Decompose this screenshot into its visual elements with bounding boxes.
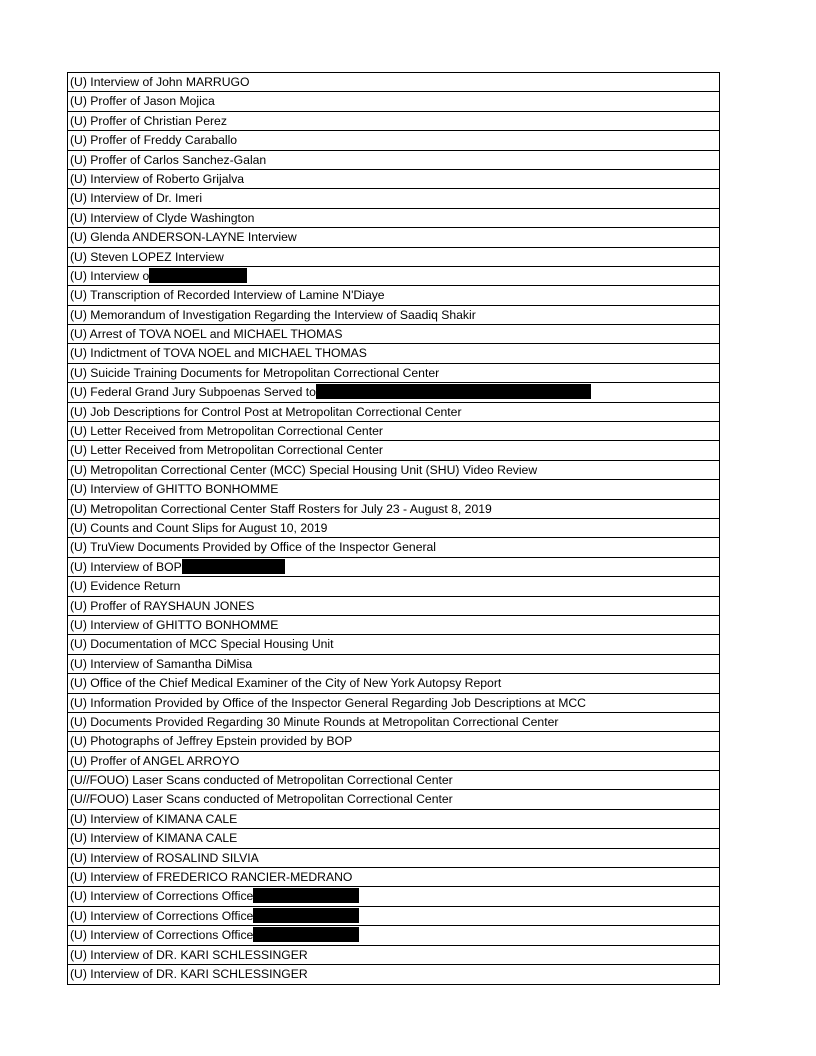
table-row <box>68 810 719 829</box>
table-row <box>68 131 719 150</box>
row-text: (U) Letter Received from Metropolitan Correctional Center <box>70 424 383 439</box>
table-row <box>68 946 719 965</box>
row-text: (U) Proffer of Jason Mojica <box>70 94 215 109</box>
row-text: (U) Interview of John MARRUGO <box>70 75 250 89</box>
row-text: (U) Interview of Dr. Imeri <box>70 191 203 206</box>
table-row <box>68 209 719 228</box>
redaction-block <box>253 908 359 923</box>
document-table <box>67 72 720 985</box>
table-row <box>68 480 719 499</box>
row-text: (U) Federal Grand Jury Subpoenas Served to <box>70 385 316 400</box>
row-text: (U) Metropolitan Correctional Center Staff Rosters for July 23 - August 8, 2019 <box>70 501 492 516</box>
row-text: (U) Interview of GHITTO BONHOMME <box>70 482 279 497</box>
row-text: (U) Interview o <box>70 268 150 283</box>
row-text: (U) Job Descriptions for Control Post at Metropolitan Correctional Center <box>70 404 462 419</box>
table-row <box>68 422 719 441</box>
table-row <box>68 790 719 809</box>
row-text: (U//FOUO) Laser Scans conducted of Metropolitan Correctional Center <box>70 792 453 807</box>
row-text: (U) Evidence Return <box>70 579 181 594</box>
table-row <box>68 306 719 325</box>
row-text: (U) Interview of KIMANA CALE <box>70 831 238 846</box>
row-text: (U) Arrest of TOVA NOEL and MICHAEL THOMAS <box>70 327 343 342</box>
row-text: (U) Transcription of Recorded Interview of Lamine N'Diaye <box>70 288 385 303</box>
row-text: (U) Proffer of Carlos Sanchez-Galan <box>70 152 267 167</box>
table-row <box>68 189 719 208</box>
row-text: (U//FOUO) Laser Scans conducted of Metropolitan Correctional Center <box>70 773 453 788</box>
table-row <box>68 752 719 771</box>
redaction-block <box>253 927 359 942</box>
row-text: (U) Interview of KIMANA CALE <box>70 811 238 826</box>
redaction-block <box>182 559 285 574</box>
row-text: (U) Interview of ROSALIND SILVIA <box>70 850 259 865</box>
row-text: (U) Interview of FREDERICO RANCIER-MEDRANO <box>70 870 353 885</box>
row-text: (U) Interview of Roberto Grijalva <box>70 171 245 186</box>
table-row <box>68 228 719 247</box>
row-text: (U) Interview of Clyde Washington <box>70 210 255 225</box>
redaction-block <box>253 888 359 903</box>
row-text: (U) Proffer of Christian Perez <box>70 113 227 128</box>
table-row <box>68 965 719 984</box>
row-text: (U) Memorandum of Investigation Regarding the Interview of Saadiq Shakir <box>70 307 476 322</box>
row-text: (U) Documentation of MCC Special Housing Unit <box>70 637 334 652</box>
table-row <box>68 325 719 344</box>
row-text: (U) Indictment of TOVA NOEL and MICHAEL THOMAS <box>70 346 367 361</box>
table-row <box>68 655 719 674</box>
table-row <box>68 538 719 557</box>
row-text: (U) Interview of Corrections Office <box>70 908 254 923</box>
table-row <box>68 887 719 906</box>
table-row <box>68 73 719 92</box>
row-text: (U) Photographs of Jeffrey Epstein provided by BOP <box>70 734 353 749</box>
table-row <box>68 558 719 577</box>
table-row <box>68 577 719 596</box>
table-row <box>68 868 719 887</box>
row-text: (U) Interview of BOP <box>70 559 182 574</box>
row-text: (U) Proffer of ANGEL ARROYO <box>70 753 240 768</box>
redaction-block <box>149 268 247 283</box>
table-row <box>68 849 719 868</box>
table-row <box>68 500 719 519</box>
row-text: (U) Interview of GHITTO BONHOMME <box>70 617 279 632</box>
table-row <box>68 635 719 654</box>
table-row <box>68 364 719 383</box>
table-row <box>68 92 719 111</box>
table-row <box>68 732 719 751</box>
row-text: (U) Suicide Training Documents for Metropolitan Correctional Center <box>70 365 440 380</box>
table-row <box>68 248 719 267</box>
table-row <box>68 461 719 480</box>
table-row <box>68 907 719 926</box>
row-text: (U) Metropolitan Correctional Center (MCC) Special Housing Unit (SHU) Video Review <box>70 462 538 477</box>
row-text: (U) Proffer of RAYSHAUN JONES <box>70 598 255 613</box>
table-row <box>68 616 719 635</box>
table-row <box>68 344 719 363</box>
table-row <box>68 674 719 693</box>
table-row <box>68 441 719 460</box>
row-text: (U) Interview of Corrections Office <box>70 928 254 943</box>
row-text: (U) Steven LOPEZ Interview <box>70 249 224 264</box>
table-row <box>68 403 719 422</box>
table-row <box>68 519 719 538</box>
table-row <box>68 286 719 305</box>
table-row <box>68 151 719 170</box>
table-row <box>68 926 719 945</box>
row-text: (U) Office of the Chief Medical Examiner of the City of New York Autopsy Report <box>70 676 502 691</box>
row-text: (U) Glenda ANDERSON-LAYNE Interview <box>70 230 297 245</box>
row-text: (U) Interview of DR. KARI SCHLESSINGER <box>70 966 308 981</box>
row-text: (U) Documents Provided Regarding 30 Minute Rounds at Metropolitan Correctional Center <box>70 714 559 729</box>
row-text: (U) Interview of DR. KARI SCHLESSINGER <box>70 947 308 962</box>
table-row <box>68 597 719 616</box>
redaction-block <box>316 384 591 399</box>
table-row <box>68 170 719 189</box>
table-row <box>68 383 719 402</box>
row-text: (U) Information Provided by Office of the Inspector General Regarding Job Descriptions at MCC <box>70 695 586 710</box>
row-text: (U) Counts and Count Slips for August 10, 2019 <box>70 520 328 535</box>
row-text: (U) TruView Documents Provided by Office of the Inspector General <box>70 540 437 555</box>
table-row <box>68 829 719 848</box>
table-row <box>68 112 719 131</box>
table-row <box>68 713 719 732</box>
row-text: (U) Letter Received from Metropolitan Correctional Center <box>70 443 383 458</box>
row-text: (U) Interview of Samantha DiMisa <box>70 656 253 671</box>
row-text: (U) Proffer of Freddy Caraballo <box>70 133 238 148</box>
row-text: (U) Interview of Corrections Office <box>70 889 254 904</box>
table-row <box>68 694 719 713</box>
table-row <box>68 267 719 286</box>
table-row <box>68 771 719 790</box>
